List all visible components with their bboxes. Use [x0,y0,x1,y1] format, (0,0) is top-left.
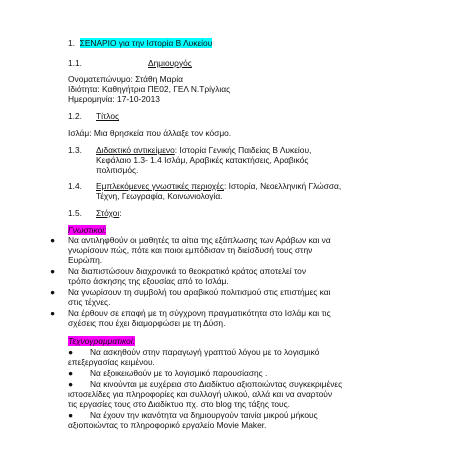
bullet-icon: ● [50,266,56,276]
tech-label-wrap [68,336,135,347]
tech-b3-l3: τις εργασίες τους στο Διαδίκτυο πχ. στο blog της τάξης τους. [68,399,290,409]
bullet-icon: ● [68,410,74,420]
section-1-4-line1 [96,181,341,192]
section-1-1-label: Δημιουργός [148,58,192,68]
bullet-icon: ● [50,235,56,245]
section-1-2-label: Τίτλος [96,111,120,121]
title-text: Ισλάμ: Μια θρησκεία που άλλαξε τον κόσμο. [68,128,232,138]
cognitive-b3-l2: στις τέχνες. [68,297,111,307]
bullet-icon: ● [50,287,56,297]
tech-b3-l2: ιστοσελίδες για πληροφορίες και συλλογή υλικού, αλλά και να αναρτούν [68,389,333,399]
tech-b3-l1: Να κινούνται με ευχέρεια στο Διαδίκτυο αξιοποιώντας συγκεκριμένες [90,379,343,389]
section-1-5-label: Στόχοι [96,208,120,218]
cognitive-b4-l1: Να έρθουν σε επαφή με τη σύγχρονη πραγματικότητα στο Ισλάμ και τις [68,308,331,318]
section-1-3-text1: : Ιστορία Γενικής Παιδείας Β Λυκείου, [174,145,312,155]
cognitive-b1-l2: γνωρίσουν πώς, πότε και ποιοι εμπόδισαν τη διείσδυσή τους στην [68,245,313,255]
heading-number: 1. [68,38,75,48]
cognitive-b2-l2: τρόπο άσκησης της εξουσίας από το Ισλάμ. [68,276,229,286]
tech-b4-l2: αξιοποιώντας το πληροφορικό εργαλείο Movie Maker. [68,420,267,430]
cognitive-b4-l2: σχέσεις που έχει διαμορφώσει με τη Δύση. [68,318,226,328]
tech-b4-l1: Να έχουν την ικανότητα να δημιουργούν ταινία μικρού μήκους [90,410,318,420]
section-1-3-line2: Κεφάλαιο 1.3- 1.4 Ισλάμ, Αραβικές κατακτήσεις, Αραβικός [96,155,309,165]
bullet-icon: ● [50,308,56,318]
section-1-3-label: Διδακτικό αντικείμενο [96,145,175,155]
tech-b1-l2: επεξεργασίας κειμένου. [68,357,155,367]
section-1-5-colon: : [119,208,122,218]
section-1-4-label: Εμπλεκόμενες γνωστικές περιοχές [96,181,224,191]
tech-b2-l1: Να εξοικειωθούν με το λογισμικό παρουσίασης . [90,368,268,378]
section-1-3-line3: πολιτισμός. [96,165,139,175]
tech-label: Τεχνογραμματικοί: [68,336,135,346]
creator-name: Ονοματεπώνυμο: Στάθη Μαρία [68,74,183,84]
section-1-5-number: 1.5. [68,208,82,218]
section-1-4-text1: : Ιστορία, Νεοελληνική Γλώσσα, [223,181,342,191]
cognitive-b1-l1: Να αντιληφθούν οι μαθητές τα αίτια της εξάπλωσης των Αράβων και να [68,235,331,245]
creator-date: Ημερομηνία: 17-10-2013 [68,94,160,104]
cognitive-b3-l1: Να γνωρίσουν τη συμβολή του αραβικού πολιτισμού στις επιστήμες και [68,287,331,297]
section-1-3-line1 [96,145,311,156]
cognitive-b2-l1: Να διαπιστώσουν διαχρονικά το θεοκρατικό κράτος αποτελεί τον [68,266,307,276]
section-1-2-number: 1.2. [68,111,82,121]
section-1-3-number: 1.3. [68,145,82,155]
heading-title: ΣΕΝΑΡΙΟ για την Ιστορία Β Λυκείου [79,38,213,48]
cognitive-label-wrap [68,225,106,236]
section-1-1-number: 1.1. [68,58,82,68]
bullet-icon: ● [68,379,74,389]
creator-role: Ιδιότητα: Καθηγήτρια ΠΕ02, ΓΕΛ Ν.Τρίγλιας [68,84,231,94]
bullet-icon: ● [68,368,74,378]
section-1-5-heading [96,208,122,219]
tech-b1-l1: Να ασκηθούν στην παραγωγή γραπτού λόγου με το λογισμικό [90,347,320,357]
section-heading [68,38,212,49]
section-1-4-number: 1.4. [68,181,82,191]
section-1-4-line2: Τέχνη, Γεωγραφία, Κοινωνιολογία. [96,191,223,201]
cognitive-label: Γνωστικοί: [68,225,107,235]
cognitive-b1-l3: Ευρώπη. [68,255,103,265]
bullet-icon: ● [68,347,74,357]
